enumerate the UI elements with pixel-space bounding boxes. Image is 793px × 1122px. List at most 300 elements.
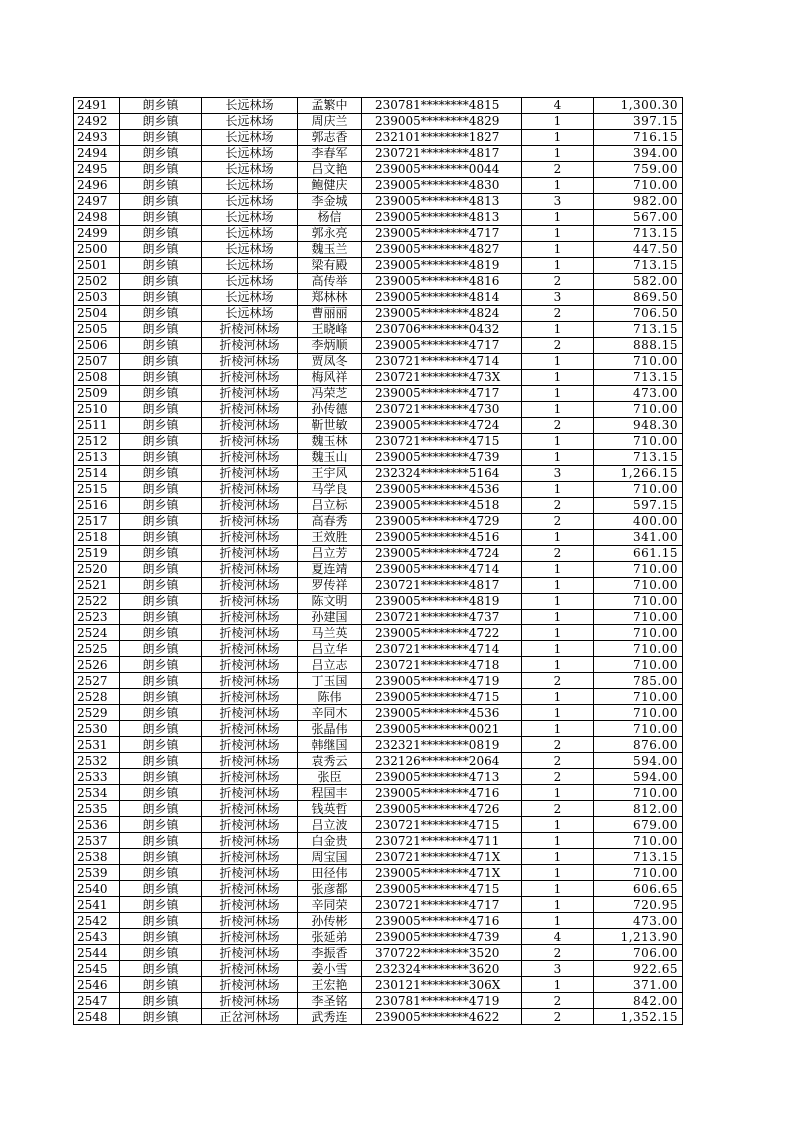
town-cell: 朗乡镇 [120,465,202,481]
table-row [74,465,683,481]
name-cell: 吕立芳 [298,545,362,561]
amount-cell: 710.00 [594,609,683,625]
town-cell: 朗乡镇 [120,817,202,833]
table-body [74,98,683,1025]
table-row [74,401,683,417]
amount-cell: 785.00 [594,673,683,689]
name-cell: 白金贵 [298,833,362,849]
id-number-cell: 239005********4726 [362,801,522,817]
id-number-cell: 239005********4536 [362,481,522,497]
forest-farm-cell: 正岔河林场 [202,1009,298,1025]
row-number-cell: 2547 [74,993,120,1009]
forest-farm-cell: 折棱河林场 [202,465,298,481]
household-count-cell: 2 [522,497,594,513]
row-number-cell: 2510 [74,401,120,417]
household-count-cell: 2 [522,513,594,529]
amount-cell: 597.15 [594,497,683,513]
town-cell: 朗乡镇 [120,705,202,721]
id-number-cell: 239005********4518 [362,497,522,513]
town-cell: 朗乡镇 [120,753,202,769]
town-cell: 朗乡镇 [120,929,202,945]
household-count-cell: 1 [522,705,594,721]
id-number-cell: 239005********4819 [362,257,522,273]
table-row [74,929,683,945]
amount-cell: 1,266.15 [594,465,683,481]
household-count-cell: 1 [522,209,594,225]
table-row [74,241,683,257]
id-number-cell: 232324********5164 [362,465,522,481]
amount-cell: 982.00 [594,193,683,209]
town-cell: 朗乡镇 [120,401,202,417]
table-row [74,625,683,641]
town-cell: 朗乡镇 [120,113,202,129]
town-cell: 朗乡镇 [120,1009,202,1025]
forest-farm-cell: 折棱河林场 [202,721,298,737]
amount-cell: 447.50 [594,241,683,257]
forest-farm-cell: 长远林场 [202,129,298,145]
id-number-cell: 239005********4724 [362,545,522,561]
row-number-cell: 2511 [74,417,120,433]
id-number-cell: 239005********4827 [362,241,522,257]
name-cell: 李春军 [298,145,362,161]
table-row [74,305,683,321]
town-cell: 朗乡镇 [120,897,202,913]
row-number-cell: 2528 [74,689,120,705]
household-count-cell: 1 [522,481,594,497]
row-number-cell: 2543 [74,929,120,945]
household-count-cell: 1 [522,881,594,897]
name-cell: 陈文明 [298,593,362,609]
town-cell: 朗乡镇 [120,641,202,657]
table-row [74,561,683,577]
name-cell: 孙传德 [298,401,362,417]
household-count-cell: 1 [522,145,594,161]
forest-farm-cell: 折棱河林场 [202,769,298,785]
amount-cell: 710.00 [594,577,683,593]
forest-farm-cell: 折棱河林场 [202,513,298,529]
table-row [74,145,683,161]
row-number-cell: 2519 [74,545,120,561]
town-cell: 朗乡镇 [120,497,202,513]
table-row [74,129,683,145]
name-cell: 王效胜 [298,529,362,545]
household-count-cell: 2 [522,545,594,561]
id-number-cell: 239005********4830 [362,177,522,193]
name-cell: 杨信 [298,209,362,225]
row-number-cell: 2545 [74,961,120,977]
id-number-cell: 230721********4730 [362,401,522,417]
table-row [74,545,683,561]
name-cell: 吕文艳 [298,161,362,177]
forest-farm-cell: 长远林场 [202,145,298,161]
name-cell: 周宝国 [298,849,362,865]
row-number-cell: 2495 [74,161,120,177]
row-number-cell: 2520 [74,561,120,577]
forest-farm-cell: 长远林场 [202,193,298,209]
row-number-cell: 2517 [74,513,120,529]
id-number-cell: 230721********4737 [362,609,522,625]
forest-farm-cell: 折棱河林场 [202,561,298,577]
id-number-cell: 230721********4817 [362,145,522,161]
amount-cell: 948.30 [594,417,683,433]
household-count-cell: 1 [522,385,594,401]
household-count-cell: 1 [522,625,594,641]
forest-farm-cell: 折棱河林场 [202,785,298,801]
amount-cell: 679.00 [594,817,683,833]
table-row [74,98,683,114]
forest-farm-cell: 折棱河林场 [202,449,298,465]
row-number-cell: 2539 [74,865,120,881]
name-cell: 郭志香 [298,129,362,145]
name-cell: 韩继国 [298,737,362,753]
forest-farm-cell: 折棱河林场 [202,385,298,401]
row-number-cell: 2546 [74,977,120,993]
name-cell: 魏玉山 [298,449,362,465]
id-number-cell: 230721********4711 [362,833,522,849]
amount-cell: 710.00 [594,785,683,801]
id-number-cell: 230721********471X [362,849,522,865]
household-count-cell: 3 [522,465,594,481]
table-row [74,753,683,769]
amount-cell: 394.00 [594,145,683,161]
table-row [74,289,683,305]
forest-farm-cell: 折棱河林场 [202,849,298,865]
amount-cell: 710.00 [594,833,683,849]
name-cell: 靳世敏 [298,417,362,433]
row-number-cell: 2541 [74,897,120,913]
amount-cell: 710.00 [594,657,683,673]
town-cell: 朗乡镇 [120,257,202,273]
town-cell: 朗乡镇 [120,369,202,385]
town-cell: 朗乡镇 [120,241,202,257]
household-count-cell: 1 [522,257,594,273]
name-cell: 李金城 [298,193,362,209]
row-number-cell: 2492 [74,113,120,129]
row-number-cell: 2540 [74,881,120,897]
forest-farm-cell: 长远林场 [202,257,298,273]
row-number-cell: 2502 [74,273,120,289]
town-cell: 朗乡镇 [120,849,202,865]
household-count-cell: 3 [522,193,594,209]
town-cell: 朗乡镇 [120,961,202,977]
amount-cell: 473.00 [594,385,683,401]
row-number-cell: 2526 [74,657,120,673]
table-row [74,961,683,977]
row-number-cell: 2513 [74,449,120,465]
id-number-cell: 230721********4717 [362,897,522,913]
table-row [74,257,683,273]
row-number-cell: 2524 [74,625,120,641]
table-row [74,833,683,849]
town-cell: 朗乡镇 [120,145,202,161]
row-number-cell: 2532 [74,753,120,769]
amount-cell: 720.95 [594,897,683,913]
table-row [74,529,683,545]
table-row [74,849,683,865]
row-number-cell: 2530 [74,721,120,737]
name-cell: 李振香 [298,945,362,961]
id-number-cell: 239005********0044 [362,161,522,177]
table-row [74,737,683,753]
name-cell: 陈伟 [298,689,362,705]
amount-cell: 713.15 [594,449,683,465]
town-cell: 朗乡镇 [120,161,202,177]
forest-farm-cell: 折棱河林场 [202,337,298,353]
forest-farm-cell: 长远林场 [202,161,298,177]
amount-cell: 567.00 [594,209,683,225]
row-number-cell: 2506 [74,337,120,353]
id-number-cell: 230121********306X [362,977,522,993]
name-cell: 高传举 [298,273,362,289]
row-number-cell: 2518 [74,529,120,545]
row-number-cell: 2499 [74,225,120,241]
row-number-cell: 2493 [74,129,120,145]
id-number-cell: 239005********4715 [362,689,522,705]
forest-farm-cell: 长远林场 [202,113,298,129]
forest-farm-cell: 折棱河林场 [202,609,298,625]
household-count-cell: 1 [522,401,594,417]
row-number-cell: 2538 [74,849,120,865]
table-row [74,1009,683,1025]
household-count-cell: 2 [522,273,594,289]
forest-farm-cell: 折棱河林场 [202,993,298,1009]
table-row [74,433,683,449]
row-number-cell: 2504 [74,305,120,321]
amount-cell: 842.00 [594,993,683,1009]
forest-farm-cell: 折棱河林场 [202,689,298,705]
id-number-cell: 239005********4724 [362,417,522,433]
household-count-cell: 1 [522,689,594,705]
forest-farm-cell: 折棱河林场 [202,625,298,641]
table-row [74,593,683,609]
name-cell: 罗传祥 [298,577,362,593]
forest-farm-cell: 长远林场 [202,305,298,321]
household-count-cell: 2 [522,417,594,433]
household-count-cell: 1 [522,897,594,913]
forest-farm-cell: 折棱河林场 [202,897,298,913]
forest-farm-cell: 长远林场 [202,289,298,305]
table-row [74,785,683,801]
name-cell: 高春秀 [298,513,362,529]
id-number-cell: 239005********4819 [362,593,522,609]
town-cell: 朗乡镇 [120,353,202,369]
town-cell: 朗乡镇 [120,801,202,817]
town-cell: 朗乡镇 [120,625,202,641]
id-number-cell: 239005********4622 [362,1009,522,1025]
amount-cell: 706.00 [594,945,683,961]
town-cell: 朗乡镇 [120,561,202,577]
household-count-cell: 1 [522,561,594,577]
amount-cell: 710.00 [594,593,683,609]
household-count-cell: 1 [522,593,594,609]
town-cell: 朗乡镇 [120,305,202,321]
town-cell: 朗乡镇 [120,833,202,849]
name-cell: 孙建国 [298,609,362,625]
table-row [74,177,683,193]
amount-cell: 1,352.15 [594,1009,683,1025]
row-number-cell: 2500 [74,241,120,257]
town-cell: 朗乡镇 [120,593,202,609]
row-number-cell: 2525 [74,641,120,657]
name-cell: 王宇风 [298,465,362,481]
table-row [74,689,683,705]
table-row [74,657,683,673]
name-cell: 孟繁中 [298,98,362,114]
id-number-cell: 232126********2064 [362,753,522,769]
row-number-cell: 2527 [74,673,120,689]
name-cell: 王宏艳 [298,977,362,993]
household-count-cell: 2 [522,993,594,1009]
id-number-cell: 239005********4722 [362,625,522,641]
id-number-cell: 232101********1827 [362,129,522,145]
row-number-cell: 2507 [74,353,120,369]
row-number-cell: 2544 [74,945,120,961]
forest-farm-cell: 折棱河林场 [202,417,298,433]
row-number-cell: 2529 [74,705,120,721]
name-cell: 程国丰 [298,785,362,801]
row-number-cell: 2537 [74,833,120,849]
household-count-cell: 1 [522,721,594,737]
forest-farm-cell: 折棱河林场 [202,833,298,849]
forest-farm-cell: 折棱河林场 [202,737,298,753]
name-cell: 冯荣芝 [298,385,362,401]
town-cell: 朗乡镇 [120,657,202,673]
amount-cell: 710.00 [594,353,683,369]
amount-cell: 710.00 [594,177,683,193]
row-number-cell: 2531 [74,737,120,753]
forest-farm-cell: 折棱河林场 [202,321,298,337]
town-cell: 朗乡镇 [120,577,202,593]
town-cell: 朗乡镇 [120,785,202,801]
table-row [74,113,683,129]
town-cell: 朗乡镇 [120,865,202,881]
town-cell: 朗乡镇 [120,337,202,353]
name-cell: 郭永亮 [298,225,362,241]
town-cell: 朗乡镇 [120,481,202,497]
forest-farm-cell: 折棱河林场 [202,881,298,897]
amount-cell: 812.00 [594,801,683,817]
id-number-cell: 239005********4713 [362,769,522,785]
row-number-cell: 2498 [74,209,120,225]
household-count-cell: 2 [522,337,594,353]
town-cell: 朗乡镇 [120,545,202,561]
town-cell: 朗乡镇 [120,609,202,625]
amount-cell: 713.15 [594,369,683,385]
household-count-cell: 2 [522,737,594,753]
table-row [74,977,683,993]
row-number-cell: 2516 [74,497,120,513]
forest-farm-cell: 折棱河林场 [202,945,298,961]
forest-farm-cell: 长远林场 [202,225,298,241]
name-cell: 孙传彬 [298,913,362,929]
row-number-cell: 2494 [74,145,120,161]
name-cell: 鲍健庆 [298,177,362,193]
town-cell: 朗乡镇 [120,289,202,305]
name-cell: 夏连靖 [298,561,362,577]
amount-cell: 713.15 [594,257,683,273]
id-number-cell: 230721********4715 [362,433,522,449]
name-cell: 姜小雪 [298,961,362,977]
town-cell: 朗乡镇 [120,913,202,929]
table-row [74,641,683,657]
town-cell: 朗乡镇 [120,689,202,705]
name-cell: 王晓峰 [298,321,362,337]
id-number-cell: 239005********4719 [362,673,522,689]
row-number-cell: 2515 [74,481,120,497]
id-number-cell: 230706********0432 [362,321,522,337]
town-cell: 朗乡镇 [120,273,202,289]
town-cell: 朗乡镇 [120,993,202,1009]
table-row [74,609,683,625]
amount-cell: 582.00 [594,273,683,289]
row-number-cell: 2521 [74,577,120,593]
household-count-cell: 4 [522,929,594,945]
forest-farm-cell: 折棱河林场 [202,401,298,417]
household-count-cell: 2 [522,753,594,769]
name-cell: 梅风祥 [298,369,362,385]
forest-farm-cell: 折棱河林场 [202,929,298,945]
town-cell: 朗乡镇 [120,385,202,401]
town-cell: 朗乡镇 [120,129,202,145]
id-number-cell: 230721********4715 [362,817,522,833]
id-number-cell: 239005********4813 [362,209,522,225]
id-number-cell: 239005********4729 [362,513,522,529]
household-count-cell: 2 [522,945,594,961]
town-cell: 朗乡镇 [120,721,202,737]
forest-farm-cell: 折棱河林场 [202,481,298,497]
forest-farm-cell: 折棱河林场 [202,705,298,721]
forest-farm-cell: 折棱河林场 [202,433,298,449]
household-count-cell: 1 [522,785,594,801]
forest-farm-cell: 长远林场 [202,177,298,193]
name-cell: 张延弟 [298,929,362,945]
household-count-cell: 1 [522,849,594,865]
table-row [74,881,683,897]
amount-cell: 710.00 [594,401,683,417]
forest-farm-cell: 折棱河林场 [202,369,298,385]
table-row [74,993,683,1009]
row-number-cell: 2509 [74,385,120,401]
household-count-cell: 1 [522,225,594,241]
household-count-cell: 1 [522,177,594,193]
amount-cell: 710.00 [594,561,683,577]
amount-cell: 606.65 [594,881,683,897]
table-row [74,721,683,737]
amount-cell: 713.15 [594,225,683,241]
household-count-cell: 1 [522,913,594,929]
household-count-cell: 1 [522,609,594,625]
table-row [74,161,683,177]
town-cell: 朗乡镇 [120,513,202,529]
table-row [74,897,683,913]
row-number-cell: 2512 [74,433,120,449]
row-number-cell: 2536 [74,817,120,833]
forest-farm-cell: 折棱河林场 [202,753,298,769]
name-cell: 张臣 [298,769,362,785]
amount-cell: 710.00 [594,481,683,497]
table-row [74,417,683,433]
household-count-cell: 1 [522,433,594,449]
row-number-cell: 2496 [74,177,120,193]
household-count-cell: 1 [522,529,594,545]
name-cell: 袁秀云 [298,753,362,769]
id-number-cell: 230721********4714 [362,641,522,657]
name-cell: 周庆兰 [298,113,362,129]
forest-farm-cell: 长远林场 [202,98,298,114]
amount-cell: 397.15 [594,113,683,129]
name-cell: 梁有殿 [298,257,362,273]
amount-cell: 710.00 [594,433,683,449]
